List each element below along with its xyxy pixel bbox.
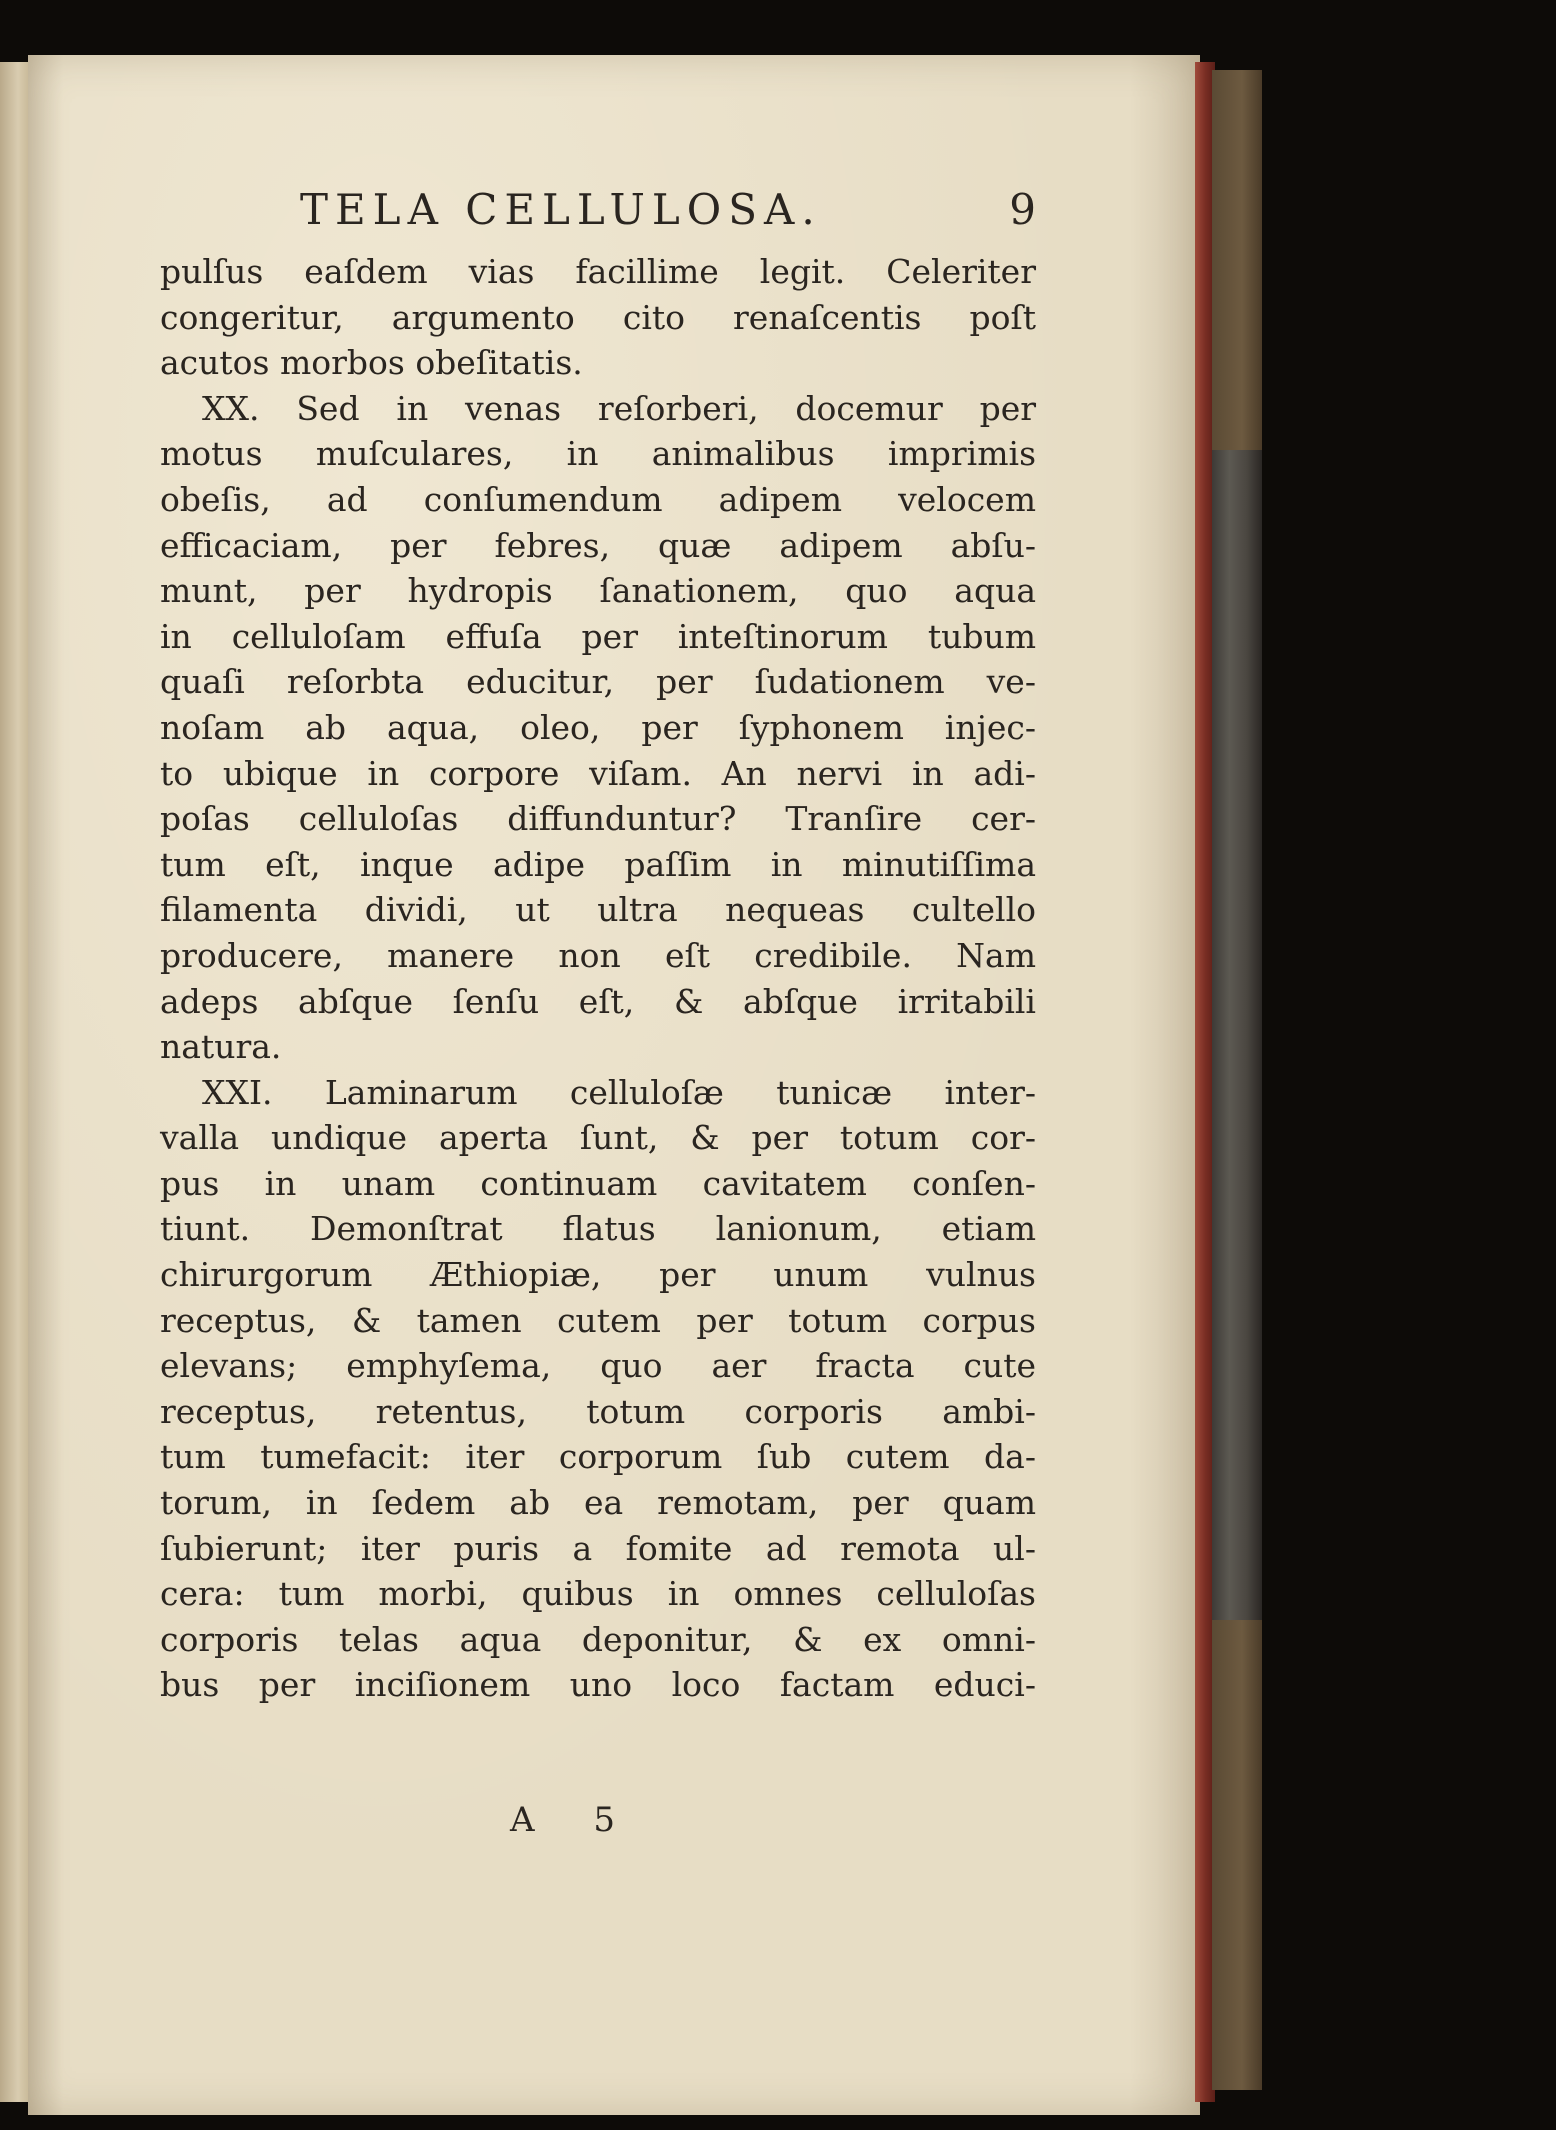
text-line: noſam ab aqua, oleo, per ſyphonem injec- bbox=[160, 707, 1036, 747]
text-line: torum, in ſedem ab ea remotam, per quam bbox=[160, 1483, 1036, 1523]
body-text bbox=[160, 249, 1036, 1708]
text-line: elevans; emphyſema, quo aer fracta cute bbox=[160, 1346, 1036, 1386]
paragraph-start-xxi: XXI. Laminarum celluloſæ tunicæ inter- bbox=[202, 1072, 1036, 1112]
page-header bbox=[160, 185, 1036, 249]
signature-mark: A 5 bbox=[510, 1800, 639, 1840]
text-line: pus in unam continuam cavitatem conſen- bbox=[160, 1163, 1036, 1203]
text-line: tiunt. Demonſtrat flatus lanionum, etiam bbox=[160, 1209, 1036, 1249]
text-line: filamenta dividi, ut ultra nequeas cultello bbox=[160, 890, 1036, 930]
text-line: quaſi reſorbta educitur, per ſudationem ve- bbox=[160, 662, 1036, 702]
page-number: 9 bbox=[1009, 185, 1036, 234]
text-line: poſas celluloſas diffunduntur? Tranſire cer- bbox=[160, 799, 1036, 839]
text-line: tum tumefacit: iter corporum ſub cutem da- bbox=[160, 1437, 1036, 1477]
text-line: obeſis, ad conſumendum adipem velocem bbox=[160, 479, 1036, 519]
text-line: bus per inciſionem uno loco factam educi- bbox=[160, 1665, 1036, 1705]
text-line: adeps abſque ſenſu eſt, & abſque irritabili bbox=[160, 981, 1036, 1021]
text-line: tum eſt, inque adipe paſſim in minutiſſima bbox=[160, 844, 1036, 884]
text-line: receptus, retentus, totum corporis ambi- bbox=[160, 1391, 1036, 1431]
text-line: receptus, & tamen cutem per totum corpus bbox=[160, 1300, 1036, 1340]
text-line: natura. bbox=[160, 1027, 282, 1067]
cover-leather-corner-top bbox=[1212, 70, 1262, 450]
running-head: TELA CELLULOSA. bbox=[300, 185, 822, 234]
cover-leather-corner-bottom bbox=[1212, 1620, 1262, 2090]
text-line: valla undique aperta ſunt, & per totum cor- bbox=[160, 1118, 1036, 1158]
text-line: corporis telas aqua deponitur, & ex omni- bbox=[160, 1619, 1036, 1659]
text-line: in celluloſam effuſa per inteſtinorum tubum bbox=[160, 616, 1036, 656]
text-line: motus muſculares, in animalibus imprimis bbox=[160, 434, 1036, 474]
text-line: acutos morbos obeſitatis. bbox=[160, 343, 583, 383]
text-line: cera: tum morbi, quibus in omnes celluloſas bbox=[160, 1574, 1036, 1614]
paragraph-start-xx: XX. Sed in venas reſorberi, docemur per bbox=[202, 388, 1036, 428]
text-line: munt, per hydropis ſanationem, quo aqua bbox=[160, 571, 1036, 611]
text-line: chirurgorum Æthiopiæ, per unum vulnus bbox=[160, 1255, 1036, 1295]
previous-page-edge bbox=[0, 62, 30, 2102]
text-line: efficaciam, per febres, quæ adipem abſu- bbox=[160, 525, 1036, 565]
text-line: to ubique in corpore viſam. An nervi in adi- bbox=[160, 753, 1036, 793]
page-text-block bbox=[160, 185, 1036, 1708]
text-line: producere, manere non eſt credibile. Nam bbox=[160, 935, 1036, 975]
text-line: pulſus eaſdem vias facillime legit. Celeriter bbox=[160, 252, 1036, 291]
text-line: congeritur, argumento cito renaſcentis poſt bbox=[160, 297, 1036, 337]
text-line: ſubierunt; iter puris a fomite ad remota ul- bbox=[160, 1528, 1036, 1568]
